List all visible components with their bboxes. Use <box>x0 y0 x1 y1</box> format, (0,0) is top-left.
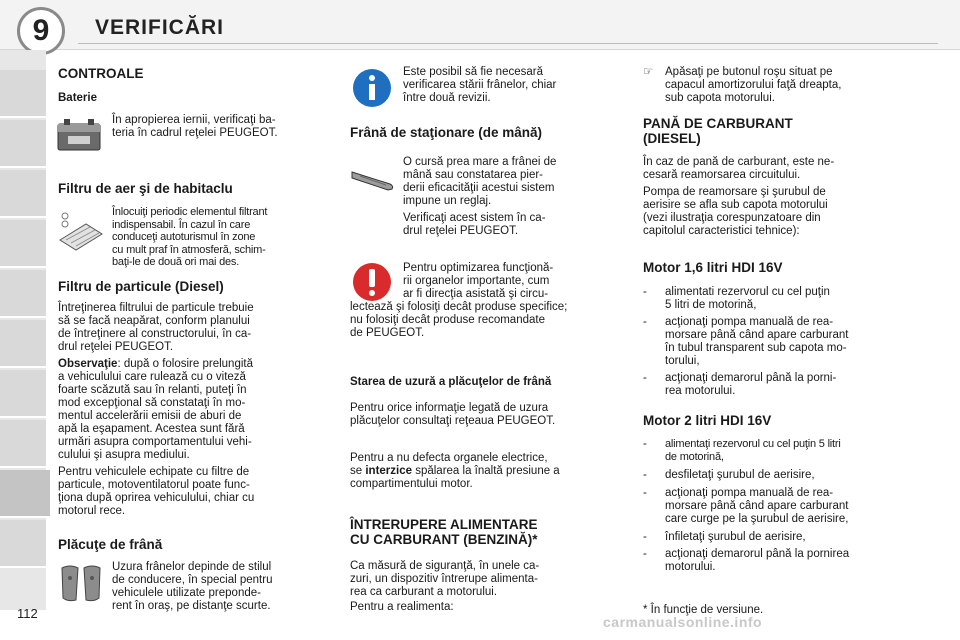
fuel-cut-text: Ca măsură de siguranţă, în unele ca- zuri, un dispozitiv întrerupe alimenta- rea ca carburant a motorului. Pentru a realimenta: <box>350 560 540 613</box>
list-item: - acţionaţi pompa manuală de rea- morsare până când apare carburant în tubul transparent sub capota mo- torului, <box>643 316 849 367</box>
chapter-tab-1[interactable] <box>0 70 46 118</box>
chapter-tab-2[interactable] <box>0 120 46 168</box>
parking-brake-icon <box>350 164 396 194</box>
chapter-tab-9-active[interactable] <box>0 470 50 518</box>
brake-pads-title: Plăcuţe de frână <box>58 537 163 552</box>
section-title-controale: CONTROALE <box>58 66 144 81</box>
parking-brake-title: Frână de staţionare (de mână) <box>350 125 543 140</box>
page-number: 112 <box>17 606 38 621</box>
air-filter-text: Înlocuiţi periodic elementul filtrant indispensabil. În cazul în care conduceţi autoturismul în zone cu mult praf în atmosferă, schim- baţi-le de două ori mai des. <box>112 206 268 268</box>
list-item: - acţionaţi demarorul până la pornirea motorului. <box>643 548 850 573</box>
chapter-tab-8[interactable] <box>0 420 46 468</box>
list-item: - acţionaţi pompa manuală de rea- morsare până când apare carburant care curge pe la şurubul de aerisire, <box>643 487 849 525</box>
pad-wear-text: Pentru orice informaţie legată de uzura plăcuţelor consultaţi reţeaua PEUGEOT. <box>350 402 556 427</box>
footnote: * În funcţie de versiune. <box>643 604 764 616</box>
diesel-fuel-text: În caz de pană de carburant, este ne- cesară reamorsarea circuitului. Pompa de reamorsare şi şurubul de aerisire se afla sub capota motorului (vezi ilustraţia corespunzatoare din capitolul caracteristici tehnice): <box>643 156 835 237</box>
pressure-wash-text: Pentru a nu defecta organele electrice, se interzice spălarea la înaltă presiune a compartimentului motor. <box>350 452 560 490</box>
chapter-tab-6[interactable] <box>0 320 46 368</box>
chapter-tab-5[interactable] <box>0 270 46 318</box>
brake-pads-icon <box>58 562 104 604</box>
chapter-tab-3[interactable] <box>0 170 46 218</box>
diesel-fuel-title: PANĂ DE CARBURANT (DIESEL) <box>643 116 793 146</box>
chapter-tab-7[interactable] <box>0 370 46 418</box>
battery-title: Baterie <box>58 92 97 104</box>
chapter-number: 9 <box>17 7 65 55</box>
parking-brake-text: O cursă prea mare a frânei de mână sau constatarea pier- derii eficacităţii acestui sistem impune un reglaj. Verificaţi acest sistem în ca- drul reţelei PEUGEOT. <box>403 156 557 237</box>
list-item: - desfiletaţi şurubul de aerisire, <box>643 469 815 481</box>
brake-pads-text: Uzura frânelor depinde de stilul de conducere, în special pentru vehiculele utilizate preponde- rent în oraş, pe distanţe scurte. <box>112 561 273 612</box>
title-divider <box>78 43 938 44</box>
info-icon <box>352 68 392 108</box>
warning-text-b: lectează şi folosiţi decât produse specifice; nu folosiţi decât produse recomandate de PEUGEOT. <box>350 301 568 339</box>
battery-icon <box>56 116 104 152</box>
particle-filter-text: Întreţinerea filtrului de particule trebuie să se facă neapărat, conform planului de întreţinere al constructorului, în ca- drul reţelei PEUGEOT. Observaţie: după o folosire prelungită a vehiculului care rulează cu o viteză foarte scăzută sau în relanti, puteţi în mod excepţional să constataţi în mo- mentul accelerării emisii de aburi de apă la eşapament. Acestea sunt fără urmări asupra comportamentului vehi- culului şi asupra mediului. Pentru vehiculele echipate cu filtre de particule, motoventilatorul poate func- ţiona după oprirea vehiculului, chiar cu motorul rece. <box>58 302 255 517</box>
list-item: - alimentaţi rezervorul cu cel puţin 5 litri de motorină, <box>643 438 841 463</box>
warning-text-a: Pentru optimizarea funcţionă- rii organelor importante, cum ar fi direcţia asistată şi circu- <box>403 262 554 300</box>
pointing-hand-icon: ☞ <box>643 66 654 78</box>
page-title: VERIFICĂRI <box>95 16 225 39</box>
battery-text: În apropierea iernii, verificaţi ba- teria în cadrul reţelei PEUGEOT. <box>112 114 278 139</box>
watermark: carmanualsonline.info <box>603 614 763 630</box>
info-note-text: Este posibil să fie necesară verificarea stării frânelor, chiar între două revizii. <box>403 66 557 104</box>
list-item: - înfiletaţi şurubul de aerisire, <box>643 531 806 543</box>
fuel-cut-title: ÎNTRERUPERE ALIMENTARE CU CARBURANT (BENZINĂ)* <box>350 517 538 547</box>
motor-20-title: Motor 2 litri HDI 16V <box>643 413 772 428</box>
chapter-tab-4[interactable] <box>0 220 46 268</box>
warning-icon <box>352 262 392 302</box>
particle-filter-title: Filtru de particule (Diesel) <box>58 279 224 294</box>
pad-wear-title: Starea de uzură a plăcuţelor de frână <box>350 376 552 388</box>
cabin-filter-icon <box>56 206 104 254</box>
chapter-tab-10[interactable] <box>0 520 46 568</box>
motor-16-title: Motor 1,6 litri HDI 16V <box>643 260 783 275</box>
list-item: - acţionaţi demarorul până la porni- rea motorului. <box>643 372 837 397</box>
air-filter-title: Filtru de aer şi de habitaclu <box>58 181 233 196</box>
list-item: - alimentati rezervorul cu cel puţin 5 litri de motorină, <box>643 286 830 311</box>
